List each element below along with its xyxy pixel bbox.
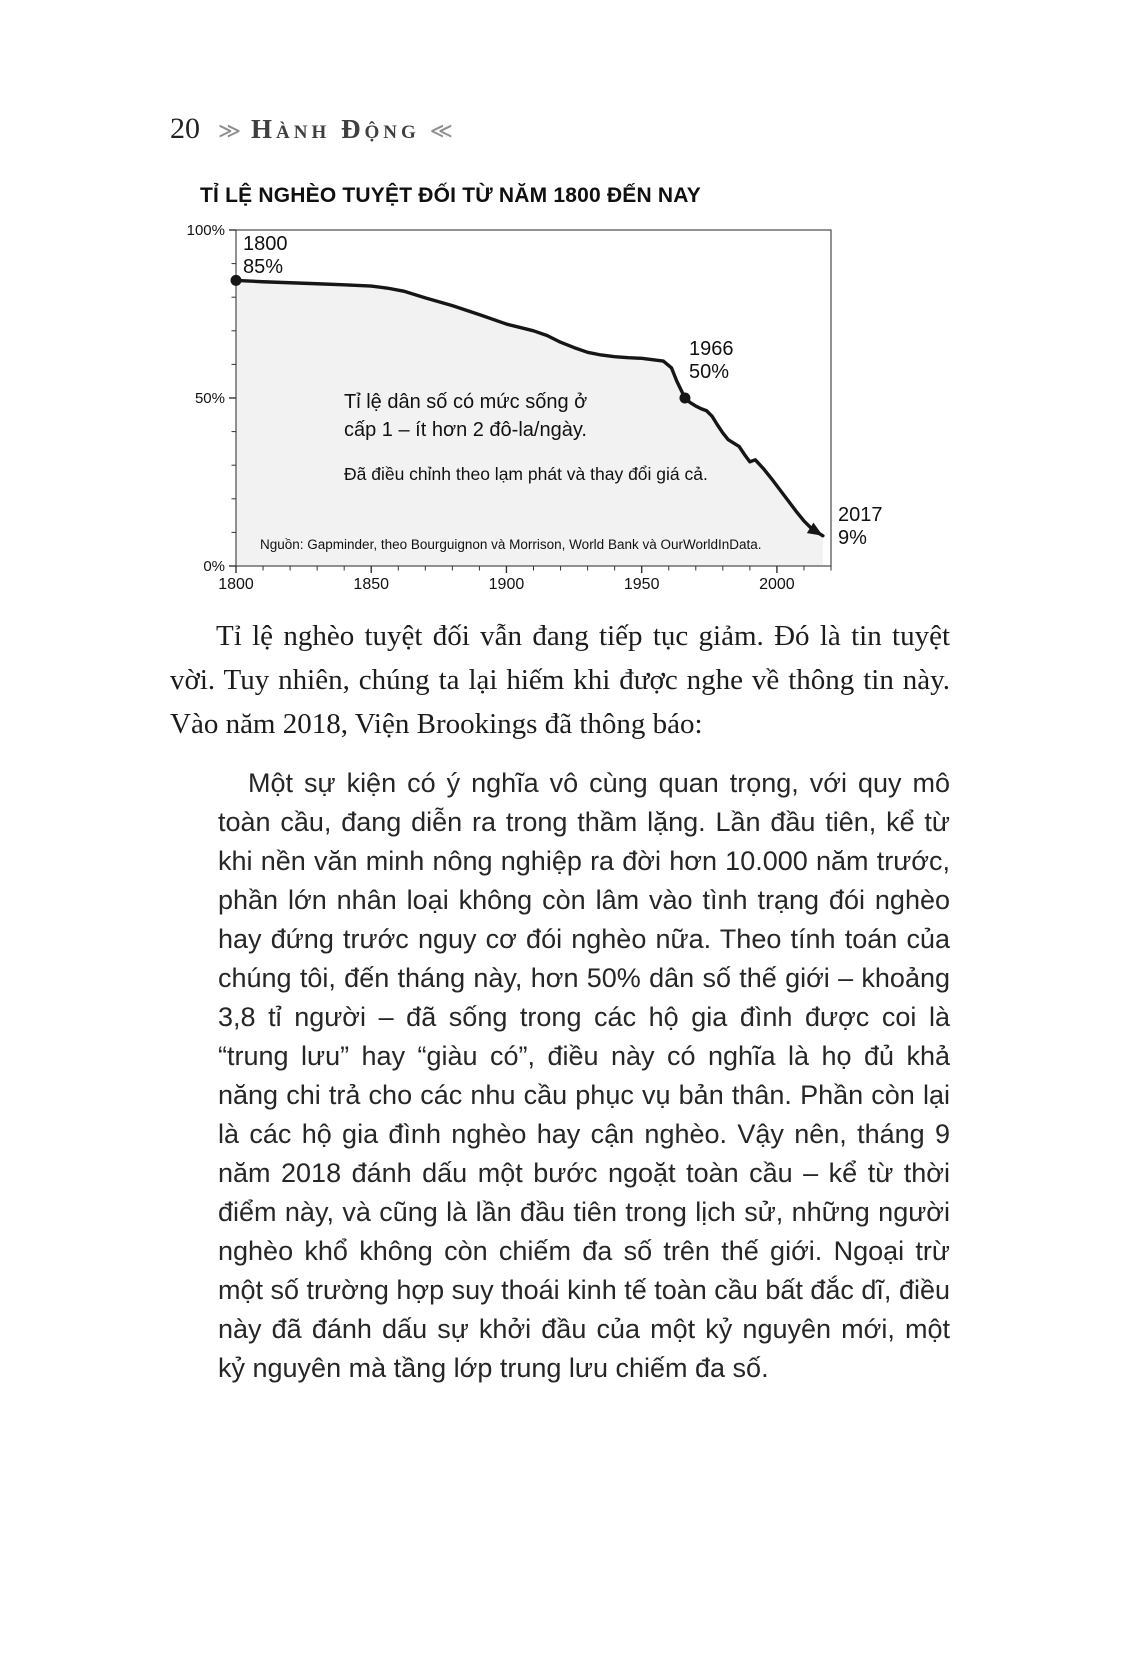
header-ornament-left-icon: ≫: [218, 118, 242, 143]
svg-text:85%: 85%: [243, 256, 284, 278]
svg-text:1966: 1966: [689, 338, 734, 360]
chart-title: TỈ LỆ NGHÈO TUYỆT ĐỐI TỪ NĂM 1800 ĐẾN NAY: [200, 184, 701, 207]
svg-text:1900: 1900: [488, 576, 525, 593]
body-text: [170, 614, 950, 1388]
header-ornament-right-icon: ≪: [429, 118, 453, 143]
svg-text:Tỉ lệ dân số có mức sống ở: Tỉ lệ dân số có mức sống ở: [344, 391, 588, 413]
poverty-line-chart: [186, 218, 906, 596]
chart-canvas: [186, 218, 950, 596]
svg-text:Đã điều chỉnh theo lạm phát và: Đã điều chỉnh theo lạm phát và thay đổi giá cả.: [344, 464, 708, 484]
svg-text:2017: 2017: [838, 504, 883, 526]
svg-text:1800: 1800: [243, 233, 288, 255]
paragraph-intro: Tỉ lệ nghèo tuyệt đối vẫn đang tiếp tục giảm. Đó là tin tuyệt vời. Tuy nhiên, chúng ta lại hiếm khi được nghe về thông tin này. Vào năm 2018, Viện Brookings đã thông báo:: [170, 620, 950, 740]
svg-text:0%: 0%: [203, 558, 225, 575]
svg-text:1800: 1800: [218, 576, 254, 593]
svg-text:1950: 1950: [623, 576, 660, 593]
svg-text:9%: 9%: [838, 527, 867, 549]
svg-text:2000: 2000: [759, 576, 795, 593]
poverty-chart-figure: [186, 184, 950, 596]
page-header: [170, 112, 950, 146]
brookings-quote: Một sự kiện có ý nghĩa vô cùng quan trọng, với quy mô toàn cầu, đang diễn ra trong thầm lặng. Lần đầu tiên, kể từ khi nền văn minh nông nghiệp ra đời hơn 10.000 năm trước, phần lớn nhân loại không còn lâm vào tình trạng đói nghèo hay đứng trước nguy cơ đói nghèo nữa. Theo tính toán của chúng tôi, đến tháng này, hơn 50% dân số thế giới – khoảng 3,8 tỉ người – đã sống trong các hộ gia đình được coi là “trung lưu” hay “giàu có”, điều này có nghĩa là họ đủ khả năng chi trả cho các nhu cầu phục vụ bản thân. Phần còn lại là các hộ gia đình nghèo hay cận nghèo. Vậy nên, tháng 9 năm 2018 đánh dấu một bước ngoặt toàn cầu – kể từ thời điểm này, và cũng là lần đầu tiên trong lịch sử, những người nghèo khổ không còn chiếm đa số trên thế giới. Ngoại trừ một số trường hợp suy thoái kinh tế toàn cầu bất đắc dĩ, điều này đã đánh dấu sự khởi đầu của một kỷ nguyên mới, một kỷ nguyên mà tầng lớp trung lưu chiếm đa số.: [218, 768, 950, 1383]
svg-text:cấp 1 – ít hơn 2 đô-la/ngày.: cấp 1 – ít hơn 2 đô-la/ngày.: [344, 419, 587, 441]
svg-text:1850: 1850: [353, 576, 390, 593]
svg-text:50%: 50%: [689, 361, 730, 383]
svg-text:100%: 100%: [186, 222, 225, 239]
svg-text:Nguồn: Gapminder, theo Bourgui: Nguồn: Gapminder, theo Bourguignon và Morrison, World Bank và OurWorldInData.: [260, 537, 762, 552]
svg-text:50%: 50%: [194, 390, 225, 407]
page-number: 20: [170, 112, 200, 145]
header-title: Hành Động: [251, 114, 420, 144]
